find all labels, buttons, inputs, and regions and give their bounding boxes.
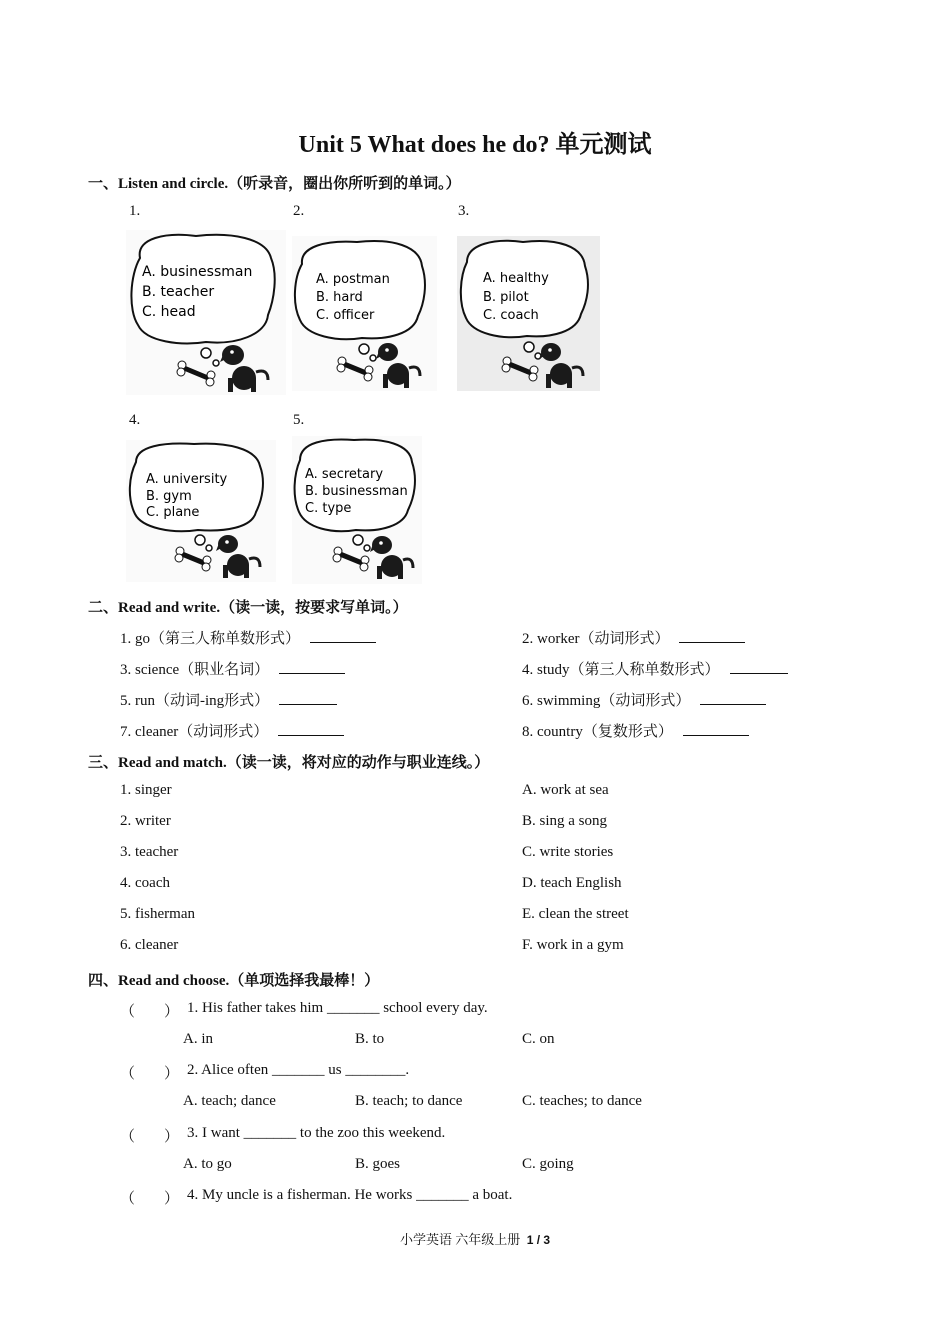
- answer-bracket-open: （: [120, 1004, 136, 1020]
- answer-bracket-open: （: [120, 1066, 136, 1082]
- option-c: C. type: [305, 501, 352, 516]
- write-item: 7. cleaner（动词形式）: [120, 720, 344, 741]
- choice-a[interactable]: A. to go: [183, 1156, 232, 1172]
- job-item[interactable]: 2. writer: [120, 813, 171, 829]
- answer-blank[interactable]: [278, 722, 344, 736]
- option-c: C. head: [142, 304, 196, 320]
- section-1-heading: 一、Listen and circle.（听录音，圈出你所听到的单词。）: [88, 176, 461, 192]
- answer-bracket-close: ）: [164, 1129, 180, 1145]
- write-item: 4. study（第三人称单数形式）: [522, 658, 788, 679]
- section-2-heading: 二、Read and write.（读一读，按要求写单词。）: [88, 600, 408, 616]
- choice-a[interactable]: A. in: [183, 1031, 213, 1047]
- page-number: 1 / 3: [526, 1233, 551, 1247]
- answer-bracket-close: ）: [164, 1004, 180, 1020]
- write-item: 6. swimming（动词形式）: [522, 689, 766, 710]
- action-item[interactable]: D. teach English: [522, 875, 622, 891]
- answer-blank[interactable]: [310, 629, 376, 643]
- answer-blank[interactable]: [279, 691, 337, 705]
- job-item[interactable]: 1. singer: [120, 782, 172, 798]
- answer-blank[interactable]: [679, 629, 745, 643]
- answer-blank[interactable]: [279, 660, 345, 674]
- option-a: A. healthy: [483, 271, 549, 286]
- dog-thought-card-2: [292, 236, 437, 391]
- option-c: C. coach: [483, 308, 539, 323]
- answer-blank[interactable]: [683, 722, 749, 736]
- dog-thought-card-5: [292, 436, 422, 584]
- choice-a[interactable]: A. teach; dance: [183, 1093, 276, 1109]
- option-b: B. pilot: [483, 290, 529, 305]
- option-a: A. postman: [316, 272, 390, 287]
- option-b: B. gym: [146, 489, 192, 504]
- page-title: Unit 5 What does he do? 单元测试: [298, 132, 652, 158]
- item-number: 4.: [129, 412, 141, 428]
- dog-thought-card-4: [126, 440, 276, 582]
- write-item: 5. run（动词-ing形式）: [120, 689, 337, 710]
- action-item[interactable]: F. work in a gym: [522, 937, 624, 953]
- answer-bracket-close: ）: [164, 1191, 180, 1207]
- question-text: 1. His father takes him _______ school every day.: [187, 1000, 488, 1016]
- job-item[interactable]: 4. coach: [120, 875, 170, 891]
- write-item: 2. worker（动词形式）: [522, 627, 745, 648]
- dog-thought-card-3: [457, 236, 600, 391]
- option-b: B. businessman: [305, 484, 408, 499]
- action-item[interactable]: A. work at sea: [522, 782, 609, 798]
- option-b: B. hard: [316, 290, 363, 305]
- action-item[interactable]: E. clean the street: [522, 906, 629, 922]
- footer-text: 小学英语 六年级上册: [399, 1232, 521, 1247]
- option-a: A. businessman: [142, 264, 253, 280]
- question-text: 3. I want _______ to the zoo this weekend.: [187, 1125, 446, 1141]
- option-a: A. university: [146, 472, 228, 487]
- answer-bracket-close: ）: [164, 1066, 180, 1082]
- answer-bracket-open: （: [120, 1191, 136, 1207]
- choice-b[interactable]: B. goes: [355, 1156, 400, 1172]
- write-item: 8. country（复数形式）: [522, 720, 749, 741]
- answer-blank[interactable]: [700, 691, 766, 705]
- option-c: C. officer: [316, 308, 375, 323]
- section-4-heading: 四、Read and choose.（单项选择我最棒！）: [88, 973, 380, 989]
- action-item[interactable]: C. write stories: [522, 844, 614, 860]
- item-number: 2.: [293, 203, 305, 219]
- option-b: B. teacher: [142, 284, 215, 300]
- choice-b[interactable]: B. teach; to dance: [355, 1093, 463, 1109]
- answer-bracket-open: （: [120, 1129, 136, 1145]
- choice-c[interactable]: C. going: [522, 1156, 574, 1172]
- write-item: 3. science（职业名词）: [120, 658, 345, 679]
- question-text: 2. Alice often _______ us ________.: [187, 1062, 410, 1078]
- job-item[interactable]: 3. teacher: [120, 844, 179, 860]
- action-item[interactable]: B. sing a song: [522, 813, 608, 829]
- item-number: 1.: [129, 203, 141, 219]
- choice-c[interactable]: C. on: [522, 1031, 555, 1047]
- choice-c[interactable]: C. teaches; to dance: [522, 1093, 642, 1109]
- job-item[interactable]: 6. cleaner: [120, 937, 179, 953]
- dog-thought-card-1: [126, 230, 286, 395]
- question-text: 4. My uncle is a fisherman. He works _______ a boat.: [187, 1187, 513, 1203]
- section-3-heading: 三、Read and match.（读一读，将对应的动作与职业连线。）: [88, 755, 490, 771]
- item-number: 3.: [458, 203, 470, 219]
- answer-blank[interactable]: [730, 660, 788, 674]
- item-number: 5.: [293, 412, 305, 428]
- job-item[interactable]: 5. fisherman: [120, 906, 195, 922]
- page-footer: [0, 1229, 950, 1248]
- option-a: A. secretary: [305, 467, 384, 482]
- write-item: 1. go（第三人称单数形式）: [120, 627, 376, 648]
- choice-b[interactable]: B. to: [355, 1031, 385, 1047]
- option-c: C. plane: [146, 505, 200, 520]
